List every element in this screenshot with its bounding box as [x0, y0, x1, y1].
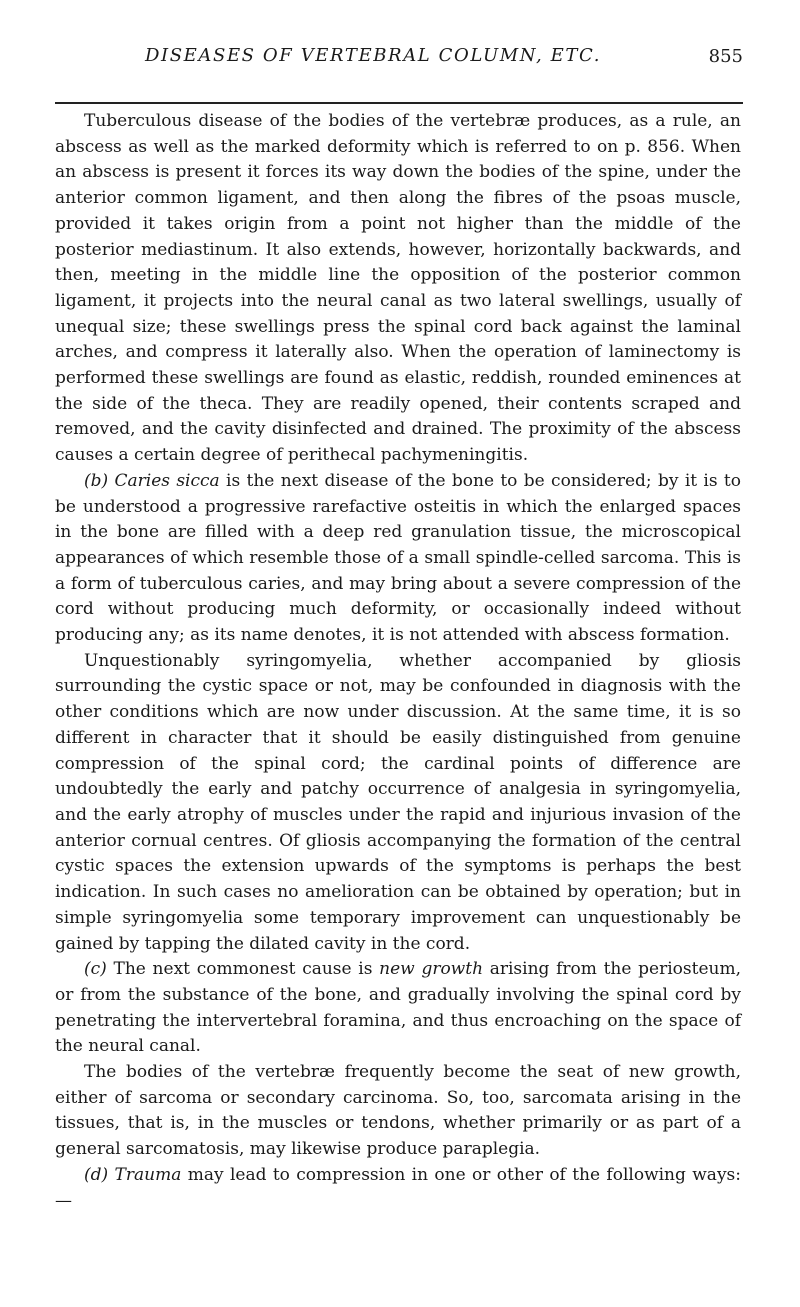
body-text — [55, 109, 741, 1214]
running-title: DISEASES OF VERTEBRAL COLUMN, ETC. — [145, 45, 602, 66]
list-marker-d: (d) — [84, 1164, 109, 1185]
paragraph-trauma — [55, 1163, 741, 1214]
paragraph-text: Tuberculous disease of the bodies of the vertebræ produces, as a rule, an abscess as well as the marked deformity which is referred to on p. 856. When an abscess is present it forces its way down the bodies of the spine, under the anterior common ligament, and then along the fibres of the psoas muscle, provided it takes origin from a point not higher than the middle of the posterior mediastinum. It also extends, however, horizontally backwards, and then, meeting in the middle line the opposition of the posterior common ligament, it projects into the neural canal as two lateral swellings, usually of unequal size; these swellings press the spinal cord back against the laminal arches, and compress it laterally also. When the operation of laminectomy is performed these swellings are found as elastic, reddish, rounded eminences at the side of the theca. They are readily opened, their contents scraped and removed, and the cavity disinfected and drained. The proximity of the abscess causes a certain degree of perithecal pachymeningitis. — [55, 111, 741, 466]
paragraph-caries-sicca — [55, 469, 741, 649]
paragraph-vertebrae-growth — [55, 1060, 741, 1163]
paragraph-text: The bodies of the vertebræ frequently become the seat of new growth, either of sarcoma or secondary carcinoma. So, too, sarcomata arising in the tissues, that is, in the muscles or tendons, whether primarily or as part of a general sarcomatosis, may likewise produce paraplegia. — [55, 1062, 741, 1160]
page-header — [55, 30, 743, 70]
paragraph-lead: The next commonest cause is — [106, 959, 380, 980]
term-new-growth: new growth — [379, 959, 484, 980]
paragraph-new-growth — [55, 957, 741, 1060]
term-trauma: Trauma — [114, 1164, 182, 1185]
term-caries-sicca: Caries sicca — [114, 470, 220, 491]
paragraph-text: is the next disease of the bone to be considered; by it is to be understood a progressive rarefactive osteitis in which the enlarged spaces in the bone are filled with a deep red granulation tissue, the microscopical appearances of which resemble those of a small spindle-celled sarcoma. This is a form of tuberculous caries, and may bring about a severe compression of the cord without producing much deformity, or occasionally indeed without producing any; as its name denotes, it is not attended with abscess formation. — [55, 470, 741, 646]
paragraph-tuberculous-disease — [55, 109, 741, 469]
list-marker-b: (b) — [84, 470, 109, 491]
paragraph-text: arising from the periosteum, or from the substance of the bone, and gradually involving the spinal cord by penetrating the intervertebral foramina, and thus encroaching on the space of the neural canal. — [55, 959, 741, 1057]
header-rule — [55, 102, 743, 104]
paragraph-syringomyelia — [55, 649, 741, 957]
paragraph-text: may lead to compression in one or other of the following ways:— — [55, 1164, 741, 1211]
list-marker-c: (c) — [84, 959, 107, 980]
paragraph-text: Unquestionably syringomyelia, whether accompanied by gliosis surrounding the cystic space or not, may be confounded in diagnosis with the other conditions which are now under discussion. At the same time, it is so different in character that it should be easily distinguished from genuine compression of the spinal cord; the cardinal points of difference are undoubtedly the early and patchy occurrence of analgesia in syringomyelia, and the early atrophy of muscles under the rapid and injurious invasion of the anterior cornual centres. Of gliosis accompanying the formation of the central cystic spaces the extension upwards of the symptoms is perhaps the best indication. In such cases no amelioration can be obtained by operation; but in simple syringomyelia some temporary improvement can unquestionably be gained by tapping the dilated cavity in the cord. — [55, 650, 741, 954]
page-number: 855 — [708, 46, 743, 67]
